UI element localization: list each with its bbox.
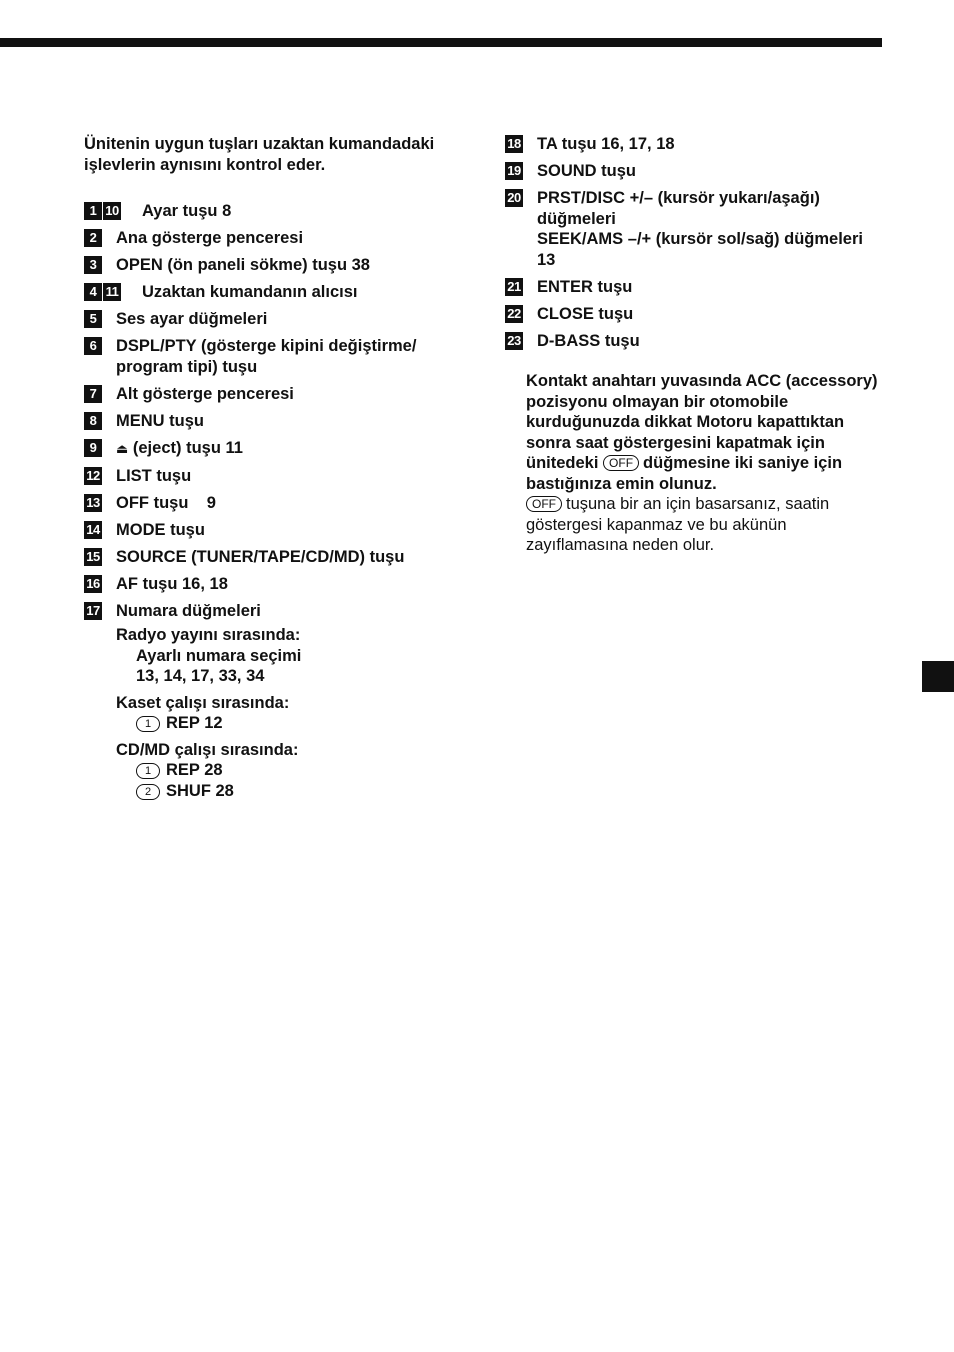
- list-item: [84, 384, 464, 405]
- caution-note: [505, 371, 885, 556]
- item-number: 17: [84, 602, 102, 620]
- cd-line: [116, 760, 464, 781]
- item-text: TA tuşu 16, 17, 18: [537, 135, 675, 153]
- list-item: [84, 438, 464, 460]
- item-text: CLOSE tuşu: [537, 304, 634, 323]
- right-column: [505, 134, 885, 556]
- item-text: Numara düğmeleri: [116, 601, 261, 620]
- item-number: 11: [103, 283, 121, 301]
- item-number: 19: [505, 162, 523, 180]
- circled-number-icon: 1: [136, 763, 160, 779]
- item-number: 5: [84, 310, 102, 328]
- item-number: 6: [84, 337, 102, 355]
- intro-paragraph: Ünitenin uygun tuşları uzaktan kumandadaki işlevlerin aynısını kontrol eder.: [84, 135, 435, 174]
- list-item: [505, 331, 885, 352]
- list-item: [84, 466, 464, 487]
- list-item: [84, 493, 464, 514]
- tape-heading: Kaset çalışı sırasında:: [116, 693, 290, 712]
- list-item: [84, 520, 464, 541]
- circled-number-icon: 2: [136, 784, 160, 800]
- item-text: D-BASS tuşu: [537, 331, 640, 350]
- item-number: 18: [505, 135, 523, 153]
- cd-heading: CD/MD çalışı sırasında:: [116, 740, 299, 759]
- item-number: 4: [84, 283, 102, 301]
- item-number: 20: [505, 189, 523, 207]
- item-number: 2: [84, 229, 102, 247]
- item-number: 14: [84, 521, 102, 539]
- note-text: tuşuna bir an için basarsanız, saatin göstergesi kapanmaz ve bu akünün zayıflamasına neden olur.: [526, 495, 830, 554]
- list-item: [84, 228, 464, 249]
- cd-line-text: REP 28: [166, 761, 223, 779]
- item-number: 23: [505, 332, 523, 350]
- off-key-icon: OFF: [526, 496, 562, 512]
- list-item: [505, 188, 885, 270]
- list-item: [84, 574, 464, 595]
- off-key-icon: OFF: [603, 455, 639, 471]
- item-text: Uzaktan kumandanın alıcısı: [142, 283, 358, 301]
- item-text: Ayar tuşu 8: [142, 202, 232, 220]
- item-text: MENU tuşu: [116, 411, 204, 430]
- list-item: [84, 547, 464, 568]
- list-item: [505, 304, 885, 325]
- tape-line: [116, 713, 464, 734]
- radio-line: Ayarlı numara seçimi: [136, 646, 302, 665]
- item-text: ENTER tuşu: [537, 277, 633, 296]
- left-column: [84, 134, 464, 808]
- list-item: [84, 336, 464, 377]
- item-number: 8: [84, 412, 102, 430]
- item-text: Alt gösterge penceresi: [116, 384, 294, 403]
- number-buttons-details: [116, 625, 464, 801]
- item-number: 12: [84, 467, 102, 485]
- item-text: DSPL/PTY (gösterge kipini değiştirme/ program tipi) tuşu: [116, 337, 417, 376]
- item-text: AF tuşu 16, 18: [116, 574, 228, 593]
- item-number: 3: [84, 256, 102, 274]
- section-tab-marker: [922, 661, 954, 692]
- item-number: 9: [84, 439, 102, 457]
- top-rule: [0, 38, 882, 47]
- item-text: SOURCE (TUNER/TAPE/CD/MD) tuşu: [116, 547, 405, 566]
- note-text: Kontakt anahtarı yuvasında ACC (accessory) pozisyonu olmayan bir otomobile kurduğunuzda dikkat Motoru kapattıktan sonra saat göstergesini kapatmak için ünitedeki: [526, 372, 878, 472]
- list-item: [84, 255, 464, 276]
- item-number: 13: [84, 494, 102, 512]
- item-number: 21: [505, 278, 523, 296]
- cd-line: [116, 781, 464, 802]
- eject-icon: ⏏: [116, 440, 129, 456]
- list-item: [505, 161, 885, 182]
- item-text: SOUND tuşu: [537, 162, 636, 180]
- item-text: Ana gösterge penceresi: [116, 229, 304, 247]
- list-item: [84, 282, 464, 303]
- radio-heading: Radyo yayını sırasında:: [116, 626, 301, 644]
- item-text: OPEN (ön paneli sökme) tuşu 38: [116, 256, 370, 274]
- item-text: LIST tuşu: [116, 466, 192, 485]
- list-item: [505, 277, 885, 298]
- item-text: MODE tuşu: [116, 520, 205, 539]
- list-item: [505, 134, 885, 155]
- radio-line: 13, 14, 17, 33, 34: [136, 667, 265, 685]
- list-item: [84, 309, 464, 330]
- list-item: [84, 601, 464, 802]
- list-item: [84, 201, 464, 222]
- item-text: PRST/DISC +/– (kursör yukarı/aşağı) düğmeleri: [537, 189, 820, 228]
- item-text: OFF tuşu 9: [116, 493, 216, 512]
- item-text: Ses ayar düğmeleri: [116, 310, 268, 328]
- item-number: 1: [84, 202, 102, 220]
- item-number: 10: [103, 202, 121, 220]
- item-number: 22: [505, 305, 523, 323]
- item-number: 7: [84, 385, 102, 403]
- list-item: [84, 411, 464, 432]
- item-number: 16: [84, 575, 102, 593]
- note-text: düğmesine iki saniye için bastığınıza emin olunuz.: [526, 454, 843, 493]
- item-text: (eject) tuşu 11: [132, 438, 243, 457]
- item-number: 15: [84, 548, 102, 566]
- tape-line-text: REP 12: [166, 714, 223, 732]
- circled-number-icon: 1: [136, 716, 160, 732]
- cd-line-text: SHUF 28: [166, 781, 234, 800]
- item-text-secondary: SEEK/AMS –/+ (kursör sol/sağ) düğmeleri 13: [537, 230, 863, 269]
